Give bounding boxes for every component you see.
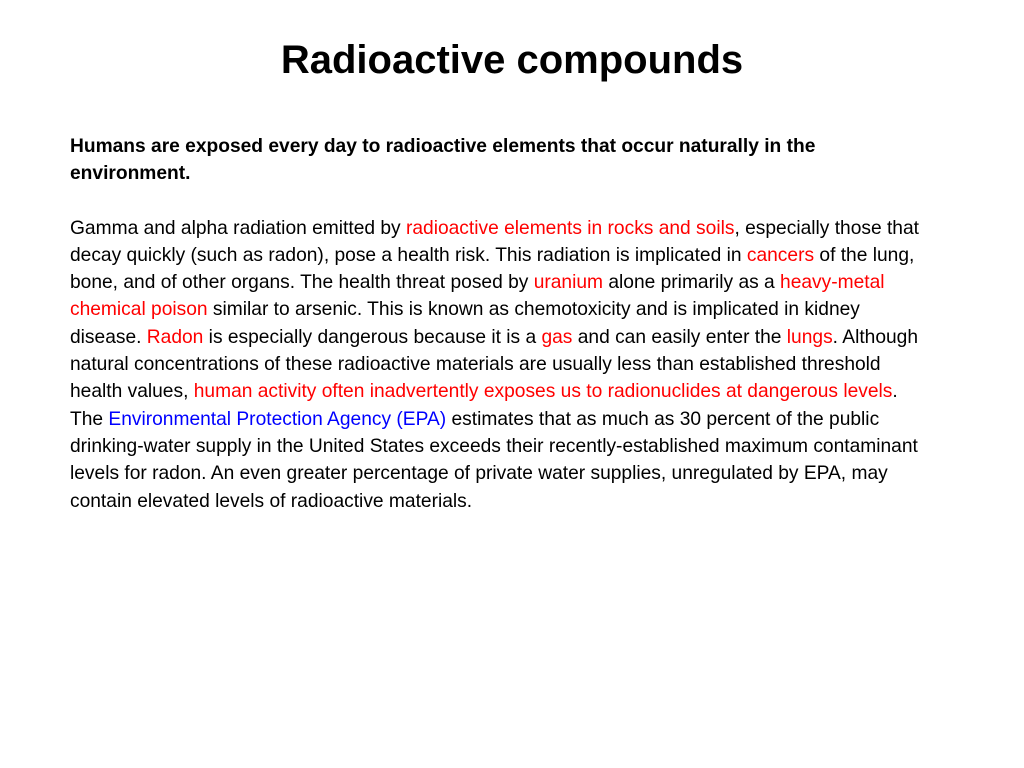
text-segment: of the lung, bone, and of other organs. The health threat posed by xyxy=(70,244,915,294)
text-segment: estimates that as much as 30 percent of the public drinking-water supply in the United States exceeds their recently-established maximum contaminant levels for radon. An even greater percentage of private water supplies, unregulated by EPA, may contain elevated levels of radioactive materials. xyxy=(70,408,918,512)
text-segment: is especially dangerous because it is a xyxy=(203,326,542,348)
highlight-human-activity: human activity often inadvertently exposes us to radionuclides at dangerous levels xyxy=(193,381,893,403)
highlight-heavy-metal-poison: heavy-metal chemical poison xyxy=(70,272,885,321)
lead-statement: Humans are exposed every day to radioactive elements that occur naturally in the environment. xyxy=(70,136,816,185)
text-segment: . Although natural concentrations of these radioactive materials are usually less than established threshold health values, xyxy=(70,326,919,403)
highlight-cancers: cancers xyxy=(746,244,815,266)
highlight-gas: gas xyxy=(541,326,573,348)
text-segment: Gamma and alpha radiation emitted by xyxy=(70,217,406,239)
text-segment: . The xyxy=(70,381,898,430)
slide-title: Radioactive compounds xyxy=(280,38,744,82)
highlight-uranium: uranium xyxy=(533,272,604,294)
highlight-radon: Radon xyxy=(146,326,204,348)
text-segment: and can easily enter the xyxy=(572,326,787,348)
highlight-rocks-soils: radioactive elements in rocks and soils xyxy=(405,217,735,239)
text-segment: , especially those that decay quickly (such as radon), pose a health risk. This radiation is implicated in xyxy=(70,217,919,266)
slide-body xyxy=(70,133,930,515)
highlight-epa: Environmental Protection Agency (EPA) xyxy=(108,408,447,430)
text-segment: alone primarily as a xyxy=(603,272,781,294)
main-paragraph xyxy=(70,215,930,515)
text-segment: similar to arsenic. This is known as chemotoxicity and is implicated in kidney disease. xyxy=(70,299,860,348)
highlight-lungs: lungs xyxy=(786,326,833,348)
